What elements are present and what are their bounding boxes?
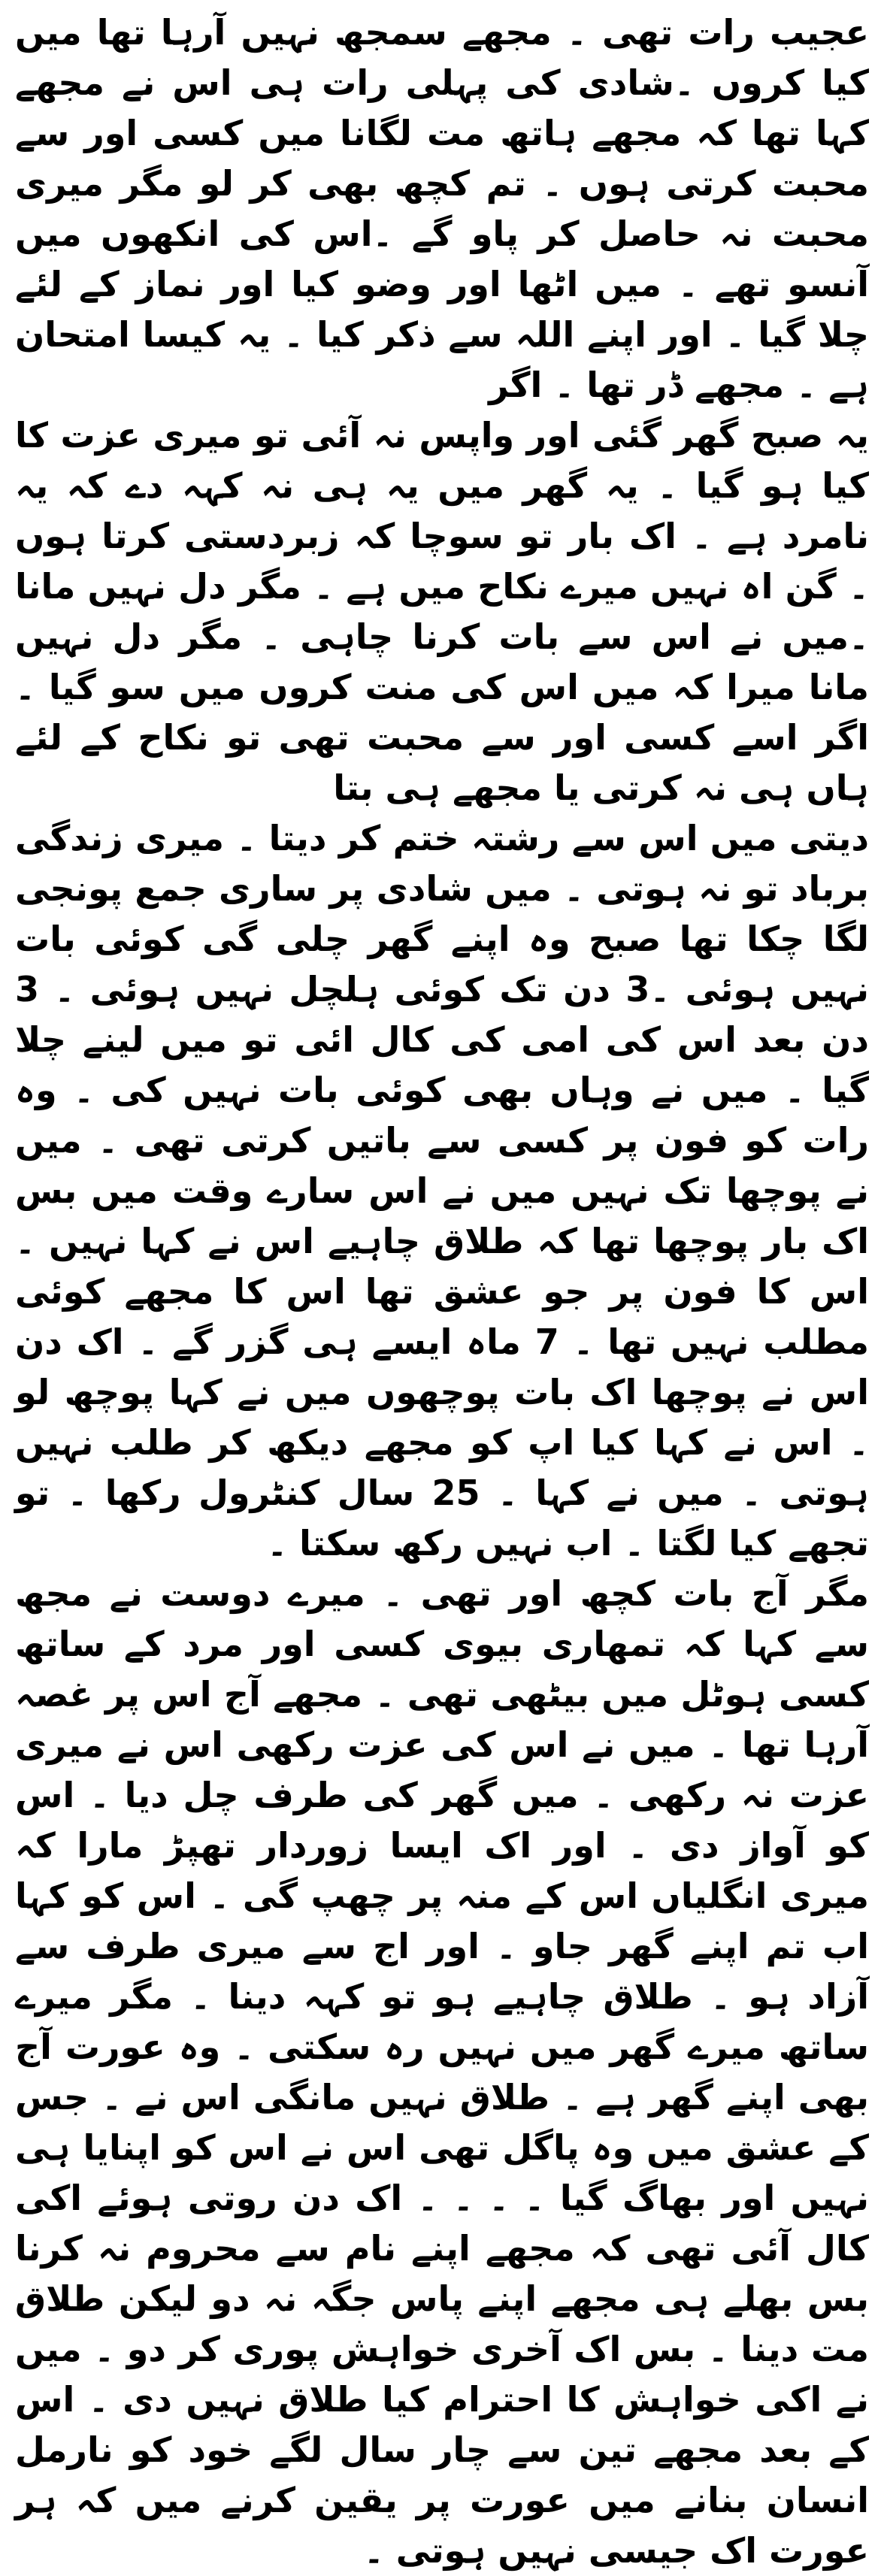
paragraph-2: یہ صبح گھر گئی اور واپس نہ آئی تو میری عزت کا کیا ہو گیا ۔ یہ گھر میں یہ ہی نہ کہہ دے کہ یہ نامرد ہے ۔ اک بار تو سوچا کہ زبردستی کرتا ہوں ۔ گن اہ نہیں میرے نکاح میں ہے ۔ مگر دل نہیں مانا ۔میں نے اس سے بات کرنا چاہی ۔ مگر دل نہیں مانا میرا کہ میں اس کی منت کروں میں سو گیا ۔ اگر اسے کسی اور سے محبت تھی تو نکاح کے لئے ہاں ہی نہ کرتی یا مجھے ہی بتا <box>15 415 869 808</box>
paragraph-4: مگر آج بات کچھ اور تھی ۔ میرے دوست نے مجھ سے کہا کہ تمھاری بیوی کسی اور مرد کے ساتھ کسی ہوٹل میں بیٹھی تھی ۔ مجھے آج اس پر غصہ آرہا تھا ۔ میں نے اس کی عزت رکھی اس نے میری عزت نہ رکھی ۔ میں گھر کی طرف چل دیا ۔ اس کو آواز دی ۔ اور اک ایسا زوردار تھپڑ مارا کہ میری انگلیاں اس کے منہ پر چھپ گی ۔ اس کو کہا اب تم اپنے گھر جاو ۔ اور اج سے میری طرف سے آزاد ہو ۔ طلاق چاہیے ہو تو کہہ دینا ۔ مگر میرے ساتھ میرے گھر میں نہیں رہ سکتی ۔ وہ عورت آج بھی اپنے گھر ہے ۔ طلاق نہیں مانگی اس نے ۔ جس کے عشق میں وہ پاگل تھی اس نے اس کو اپنایا ہی نہیں اور بھاگ گیا ۔ ۔ ۔ ۔ اک دن روتی ہوئے اکی کال آئی تھی کہ مجھے اپنے نام سے محروم نہ کرنا بس بھلے ہی مجھے اپنے پاس جگہ نہ دو لیکن طلاق مت دینا ۔ بس اک آخری خواہش پوری کر دو ۔ میں نے اکی خواہش کا احترام کیا طلاق نہیں دی ۔ اس کے بعد مجھے تین سے چار سال لگے خود کو نارمل انسان بنانے میں عورت پر یقین کرنے میں کہ ہر عورت اک جیسی نہیں ہوتی ۔ <box>15 1573 869 2571</box>
paragraph-3: دیتی میں اس سے رشتہ ختم کر دیتا ۔ میری زندگی برباد تو نہ ہوتی ۔ میں شادی پر ساری جمع پونجی لگا چکا تھا صبح وہ اپنے گھر چلی گی کوئی بات نہیں ہوئی ۔3 دن تک کوئی ہلچل نہیں ہوئی ۔ 3 دن بعد اس کی امی کی کال ائی تو میں لینے چلا گیا ۔ میں نے وہاں بھی کوئی بات نہیں کی ۔ وہ رات کو فون پر کسی سے باتیں کرتی تھی ۔ میں نے پوچھا تک نہیں میں نے اس سارے وقت میں بس اک بار پوچھا تھا کہ طلاق چاہیے اس نے کہا نہیں ۔ اس کا فون پر جو عشق تھا اس کا مجھے کوئی مطلب نہیں تھا ۔ 7 ماہ ایسے ہی گزر گے ۔ اک دن اس نے پوچھا اک بات پوچھوں میں نے کہا پوچھ لو ۔ اس نے کہا کیا اپ کو مجھے دیکھ کر طلب نہیں ہوتی ۔ میں نے کہا ۔ 25 سال کنٹرول رکھا ۔ تو تجھے کیا لگتا ۔ اب نہیں رکھ سکتا ۔ <box>15 818 869 1563</box>
paragraph-1: عجیب رات تھی ۔ مجھے سمجھ نہیں آرہا تھا میں کیا کروں ۔شادی کی پہلی رات ہی اس نے مجھے کہا تھا کہ مجھے ہاتھ مت لگانا میں کسی اور سے محبت کرتی ہوں ۔ تم کچھ بھی کر لو مگر میری محبت نہ حاصل کر پاو گے ۔اس کی انکھوں میں آنسو تھے ۔ میں اٹھا اور وضو کیا اور نماز کے لئے چلا گیا ۔ اور اپنے اللہ سے ذکر کیا ۔ یہ کیسا امتحان ہے ۔ مجھے ڈر تھا ۔ اگر <box>15 12 869 405</box>
story-text <box>15 8 869 2576</box>
